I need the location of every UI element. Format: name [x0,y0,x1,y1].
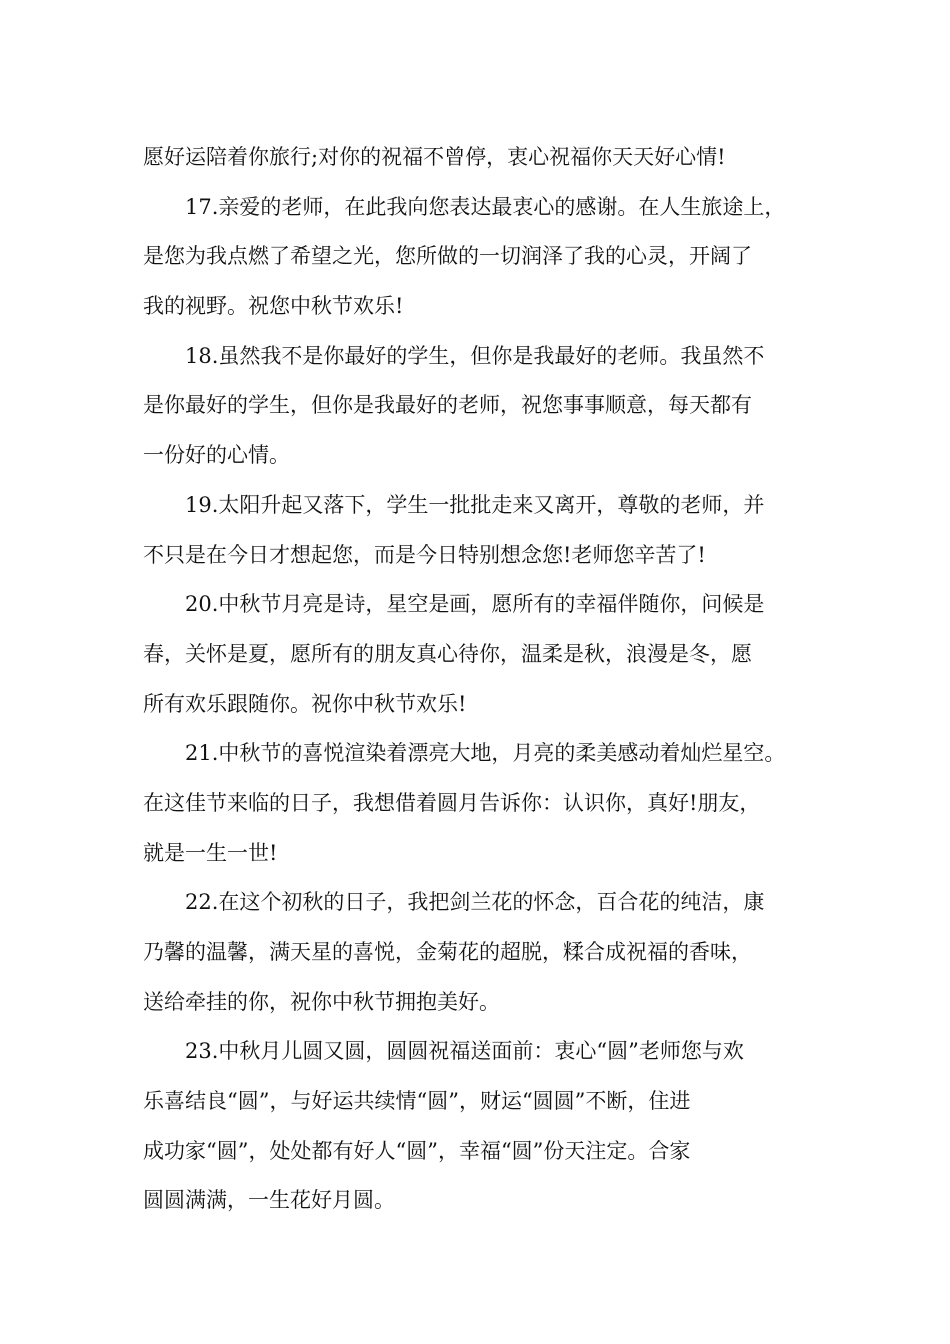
text-line: 送给牵挂的你，祝你中秋节拥抱美好。 [143,989,500,1014]
text-line: 愿好运陪着你旅行;对你的祝福不曾停，衷心祝福你天天好心情! [143,145,726,169]
text-line: 22.在这个初秋的日子，我把剑兰花的怀念，百合花的纯洁，康 [185,890,765,915]
text-line: 乐喜结良“圆”，与好运共续情“圆”，财运“圆圆”不断，住进 [143,1089,691,1114]
text-line: 19.太阳升起又落下，学生一批批走来又离开，尊敬的老师，并 [185,492,765,517]
text-line: 21.中秋节的喜悦渲染着漂亮大地，月亮的柔美感动着灿烂星空。 [185,741,786,766]
text-line: 是您为我点燃了希望之光，您所做的一切润泽了我的心灵，开阔了 [143,244,752,269]
paragraph-22 [143,878,810,1027]
text-line: 成功家“圆”，处处都有好人“圆”，幸福“圆”份天注定。合家 [143,1138,691,1163]
text-line: 乃馨的温馨，满天星的喜悦，金菊花的超脱，糅合成祝福的香味， [143,940,752,964]
paragraph-20 [143,580,810,729]
text-line: 一份好的心情。 [143,443,290,468]
paragraph-18 [143,332,810,481]
paragraph-19 [143,481,810,580]
paragraph-16-end [143,133,810,183]
paragraph-21 [143,729,810,878]
text-line: 圆圆满满，一生花好月圆。 [143,1188,395,1213]
text-line: 就是一生一世! [143,840,278,865]
document-body [143,133,810,1226]
text-line: 我的视野。祝您中秋节欢乐! [143,294,404,319]
text-line: 是你最好的学生，但你是我最好的老师，祝您事事顺意，每天都有 [143,393,752,418]
text-line: 23.中秋月儿圆又圆，圆圆祝福送面前：衷心“圆”老师您与欢 [185,1039,744,1064]
text-line: 17.亲爱的老师，在此我向您表达最衷心的感谢。在人生旅途上， [185,194,786,219]
text-line: 春，关怀是夏，愿所有的朋友真心待你，温柔是秋，浪漫是冬，愿 [143,641,752,666]
text-line: 在这佳节来临的日子，我想借着圆月告诉你：认识你，真好!朋友， [143,790,761,815]
text-line: 不只是在今日才想起您，而是今日特别想念您!老师您辛苦了! [143,542,706,567]
paragraph-23 [143,1027,810,1226]
paragraph-17 [143,183,810,332]
text-line: 20.中秋节月亮是诗，星空是画，愿所有的幸福伴随你，问候是 [185,592,765,617]
text-line: 18.虽然我不是你最好的学生，但你是我最好的老师。我虽然不 [185,343,765,368]
text-line: 所有欢乐跟随你。祝你中秋节欢乐! [143,691,467,716]
